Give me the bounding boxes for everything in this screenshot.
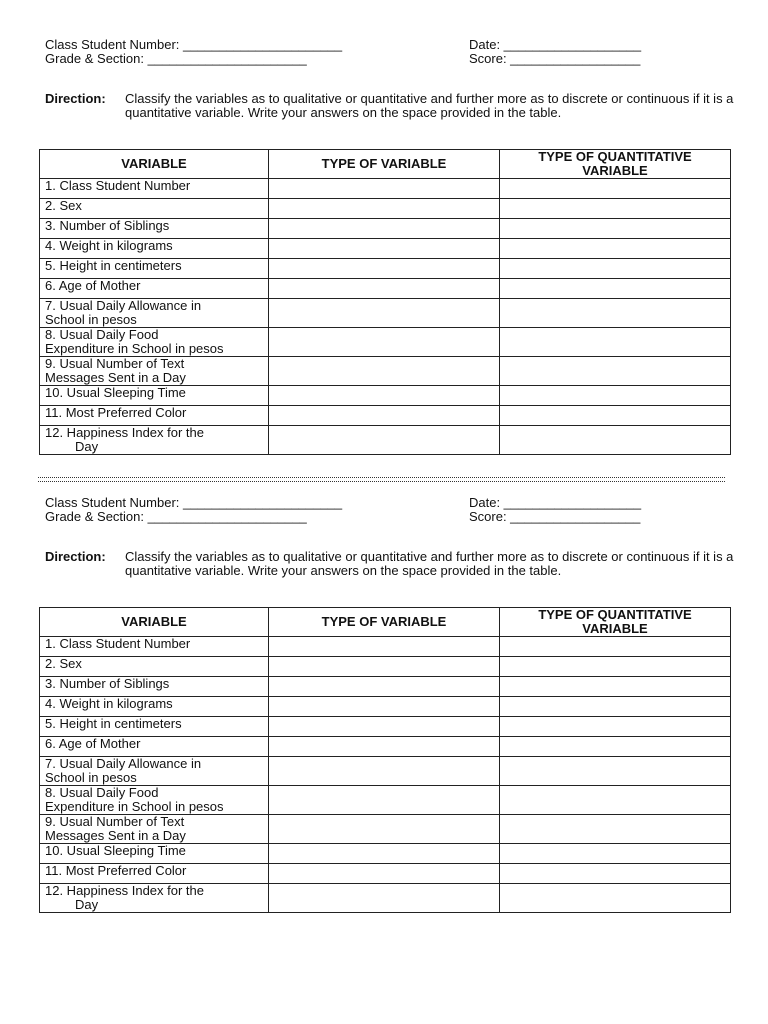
table-row xyxy=(40,844,731,864)
variable-cell xyxy=(40,786,269,815)
quantitative-type-column-header: TYPE OF QUANTITATIVE VARIABLE xyxy=(500,150,731,179)
variable-label: 5. Height in centimeters xyxy=(45,716,182,731)
variable-label-continued: Day xyxy=(75,897,99,912)
type-answer-cell[interactable] xyxy=(269,697,500,717)
variable-cell xyxy=(40,219,269,239)
quantitative-type-answer-cell[interactable] xyxy=(500,426,731,455)
type-answer-cell[interactable] xyxy=(269,199,500,219)
quantitative-type-answer-cell[interactable] xyxy=(500,386,731,406)
variable-cell xyxy=(40,179,269,199)
variable-cell xyxy=(40,884,269,913)
quantitative-type-answer-cell[interactable] xyxy=(500,199,731,219)
table-row xyxy=(40,179,731,199)
type-answer-cell[interactable] xyxy=(269,426,500,455)
table-row xyxy=(40,697,731,717)
variable-label-continued: School in pesos xyxy=(45,770,137,785)
variable-cell xyxy=(40,299,269,328)
quantitative-type-answer-cell[interactable] xyxy=(500,259,731,279)
quantitative-type-answer-cell[interactable] xyxy=(500,179,731,199)
variable-cell xyxy=(40,357,269,386)
variable-cell xyxy=(40,637,269,657)
variable-column-header: VARIABLE xyxy=(40,150,269,179)
variable-label: 11. Most Preferred Color xyxy=(45,863,187,878)
variables-table xyxy=(39,607,731,913)
variable-label: 10. Usual Sleeping Time xyxy=(45,385,186,400)
variable-cell xyxy=(40,737,269,757)
variable-label: 9. Usual Number of Text xyxy=(45,814,185,829)
score-field[interactable]: Score: __________________ xyxy=(469,509,641,524)
variable-cell xyxy=(40,279,269,299)
quantitative-type-answer-cell[interactable] xyxy=(500,279,731,299)
type-answer-cell[interactable] xyxy=(269,406,500,426)
variable-cell xyxy=(40,657,269,677)
variable-label-continued: Expenditure in School in pesos xyxy=(45,341,224,356)
variable-cell xyxy=(40,259,269,279)
variable-cell xyxy=(40,328,269,357)
quantitative-type-answer-cell[interactable] xyxy=(500,786,731,815)
quantitative-type-answer-cell[interactable] xyxy=(500,239,731,259)
table-row xyxy=(40,406,731,426)
variable-label: 11. Most Preferred Color xyxy=(45,405,187,420)
type-column-header: TYPE OF VARIABLE xyxy=(269,608,500,637)
variable-label: 9. Usual Number of Text xyxy=(45,356,185,371)
quantitative-type-answer-cell[interactable] xyxy=(500,637,731,657)
quantitative-type-answer-cell[interactable] xyxy=(500,844,731,864)
type-answer-cell[interactable] xyxy=(269,844,500,864)
quantitative-type-answer-cell[interactable] xyxy=(500,737,731,757)
variable-label-continued: Day xyxy=(75,439,99,454)
quantitative-type-answer-cell[interactable] xyxy=(500,677,731,697)
variable-cell xyxy=(40,199,269,219)
type-answer-cell[interactable] xyxy=(269,179,500,199)
variable-label: 4. Weight in kilograms xyxy=(45,238,173,253)
table-row xyxy=(40,737,731,757)
table-row xyxy=(40,219,731,239)
direction-text: Classify the variables as to qualitative or quantitative and further more as to discrete or continuous if it is a quantitative variable. Write your answers on the space provided in the table. xyxy=(125,91,734,120)
variable-label: 5. Height in centimeters xyxy=(45,258,182,273)
variable-label: 8. Usual Daily Food xyxy=(45,785,159,800)
variable-cell xyxy=(40,677,269,697)
type-answer-cell[interactable] xyxy=(269,737,500,757)
variable-label: 10. Usual Sleeping Time xyxy=(45,843,186,858)
type-answer-cell[interactable] xyxy=(269,299,500,328)
variable-label: 1. Class Student Number xyxy=(45,178,191,193)
type-column-header: TYPE OF VARIABLE xyxy=(269,150,500,179)
quantitative-type-answer-cell[interactable] xyxy=(500,864,731,884)
type-answer-cell[interactable] xyxy=(269,884,500,913)
direction-text: Classify the variables as to qualitative or quantitative and further more as to discrete or continuous if it is a quantitative variable. Write your answers on the space provided in the table. xyxy=(125,549,734,578)
table-row xyxy=(40,786,731,815)
direction-label: Direction: xyxy=(45,549,106,564)
table-row xyxy=(40,864,731,884)
direction-block xyxy=(45,92,735,120)
type-answer-cell[interactable] xyxy=(269,259,500,279)
variables-table xyxy=(39,149,731,455)
type-answer-cell[interactable] xyxy=(269,757,500,786)
type-answer-cell[interactable] xyxy=(269,657,500,677)
quantitative-type-column-header: TYPE OF QUANTITATIVE VARIABLE xyxy=(500,608,731,637)
type-answer-cell[interactable] xyxy=(269,357,500,386)
variable-label: 2. Sex xyxy=(45,198,82,213)
variable-cell xyxy=(40,426,269,455)
grade-section-field[interactable]: Grade & Section: ______________________ xyxy=(45,51,307,66)
variable-cell xyxy=(40,757,269,786)
table-row xyxy=(40,815,731,844)
variable-label: 7. Usual Daily Allowance in xyxy=(45,756,202,771)
table-row xyxy=(40,386,731,406)
variable-cell xyxy=(40,815,269,844)
type-answer-cell[interactable] xyxy=(269,815,500,844)
quantitative-type-answer-cell[interactable] xyxy=(500,357,731,386)
quantitative-type-answer-cell[interactable] xyxy=(500,219,731,239)
table-row xyxy=(40,239,731,259)
cut-line-separator xyxy=(38,477,725,482)
variable-label: 12. Happiness Index for the xyxy=(45,425,204,440)
variable-cell xyxy=(40,406,269,426)
type-answer-cell[interactable] xyxy=(269,864,500,884)
quantitative-type-answer-cell[interactable] xyxy=(500,757,731,786)
quantitative-type-answer-cell[interactable] xyxy=(500,299,731,328)
table-row xyxy=(40,717,731,737)
variable-cell xyxy=(40,717,269,737)
table-row xyxy=(40,299,731,328)
type-answer-cell[interactable] xyxy=(269,637,500,657)
variable-label: 2. Sex xyxy=(45,656,82,671)
type-answer-cell[interactable] xyxy=(269,239,500,259)
variable-label: 8. Usual Daily Food xyxy=(45,327,159,342)
table-row xyxy=(40,657,731,677)
variable-cell xyxy=(40,386,269,406)
variable-label-continued: Messages Sent in a Day xyxy=(45,370,186,385)
type-answer-cell[interactable] xyxy=(269,328,500,357)
variable-label: 4. Weight in kilograms xyxy=(45,696,173,711)
variable-label-continued: School in pesos xyxy=(45,312,137,327)
variable-label: 6. Age of Mother xyxy=(45,736,141,751)
student-number-field[interactable]: Class Student Number: ______________________ xyxy=(45,495,343,510)
type-answer-cell[interactable] xyxy=(269,786,500,815)
table-row xyxy=(40,328,731,357)
variable-label: 6. Age of Mother xyxy=(45,278,141,293)
variable-label: 12. Happiness Index for the xyxy=(45,883,204,898)
variable-label: 3. Number of Siblings xyxy=(45,218,170,233)
date-field[interactable]: Date: ___________________ xyxy=(469,37,642,52)
quantitative-type-answer-cell[interactable] xyxy=(500,328,731,357)
table-header-row xyxy=(40,150,731,179)
table-row xyxy=(40,259,731,279)
quantitative-type-answer-cell[interactable] xyxy=(500,717,731,737)
quantitative-type-answer-cell[interactable] xyxy=(500,815,731,844)
grade-section-field[interactable]: Grade & Section: ______________________ xyxy=(45,509,307,524)
table-row xyxy=(40,279,731,299)
table-row xyxy=(40,199,731,219)
variable-label: 7. Usual Daily Allowance in xyxy=(45,298,202,313)
type-answer-cell[interactable] xyxy=(269,386,500,406)
student-number-field[interactable]: Class Student Number: ______________________ xyxy=(45,37,343,52)
direction-label: Direction: xyxy=(45,91,106,106)
type-answer-cell[interactable] xyxy=(269,677,500,697)
type-answer-cell[interactable] xyxy=(269,219,500,239)
table-row xyxy=(40,884,731,913)
variable-cell xyxy=(40,844,269,864)
variable-label-continued: Expenditure in School in pesos xyxy=(45,799,224,814)
variable-label: 1. Class Student Number xyxy=(45,636,191,651)
type-answer-cell[interactable] xyxy=(269,717,500,737)
table-row xyxy=(40,637,731,657)
score-field[interactable]: Score: __________________ xyxy=(469,51,641,66)
variable-label: 3. Number of Siblings xyxy=(45,676,170,691)
direction-block xyxy=(45,550,735,578)
date-field[interactable]: Date: ___________________ xyxy=(469,495,642,510)
quantitative-type-answer-cell[interactable] xyxy=(500,657,731,677)
quantitative-type-answer-cell[interactable] xyxy=(500,406,731,426)
variable-cell xyxy=(40,239,269,259)
type-answer-cell[interactable] xyxy=(269,279,500,299)
table-row xyxy=(40,426,731,455)
table-header-row xyxy=(40,608,731,637)
variable-cell xyxy=(40,864,269,884)
table-row xyxy=(40,757,731,786)
table-row xyxy=(40,677,731,697)
table-row xyxy=(40,357,731,386)
variable-label-continued: Messages Sent in a Day xyxy=(45,828,186,843)
variable-cell xyxy=(40,697,269,717)
quantitative-type-answer-cell[interactable] xyxy=(500,697,731,717)
quantitative-type-answer-cell[interactable] xyxy=(500,884,731,913)
variable-column-header: VARIABLE xyxy=(40,608,269,637)
